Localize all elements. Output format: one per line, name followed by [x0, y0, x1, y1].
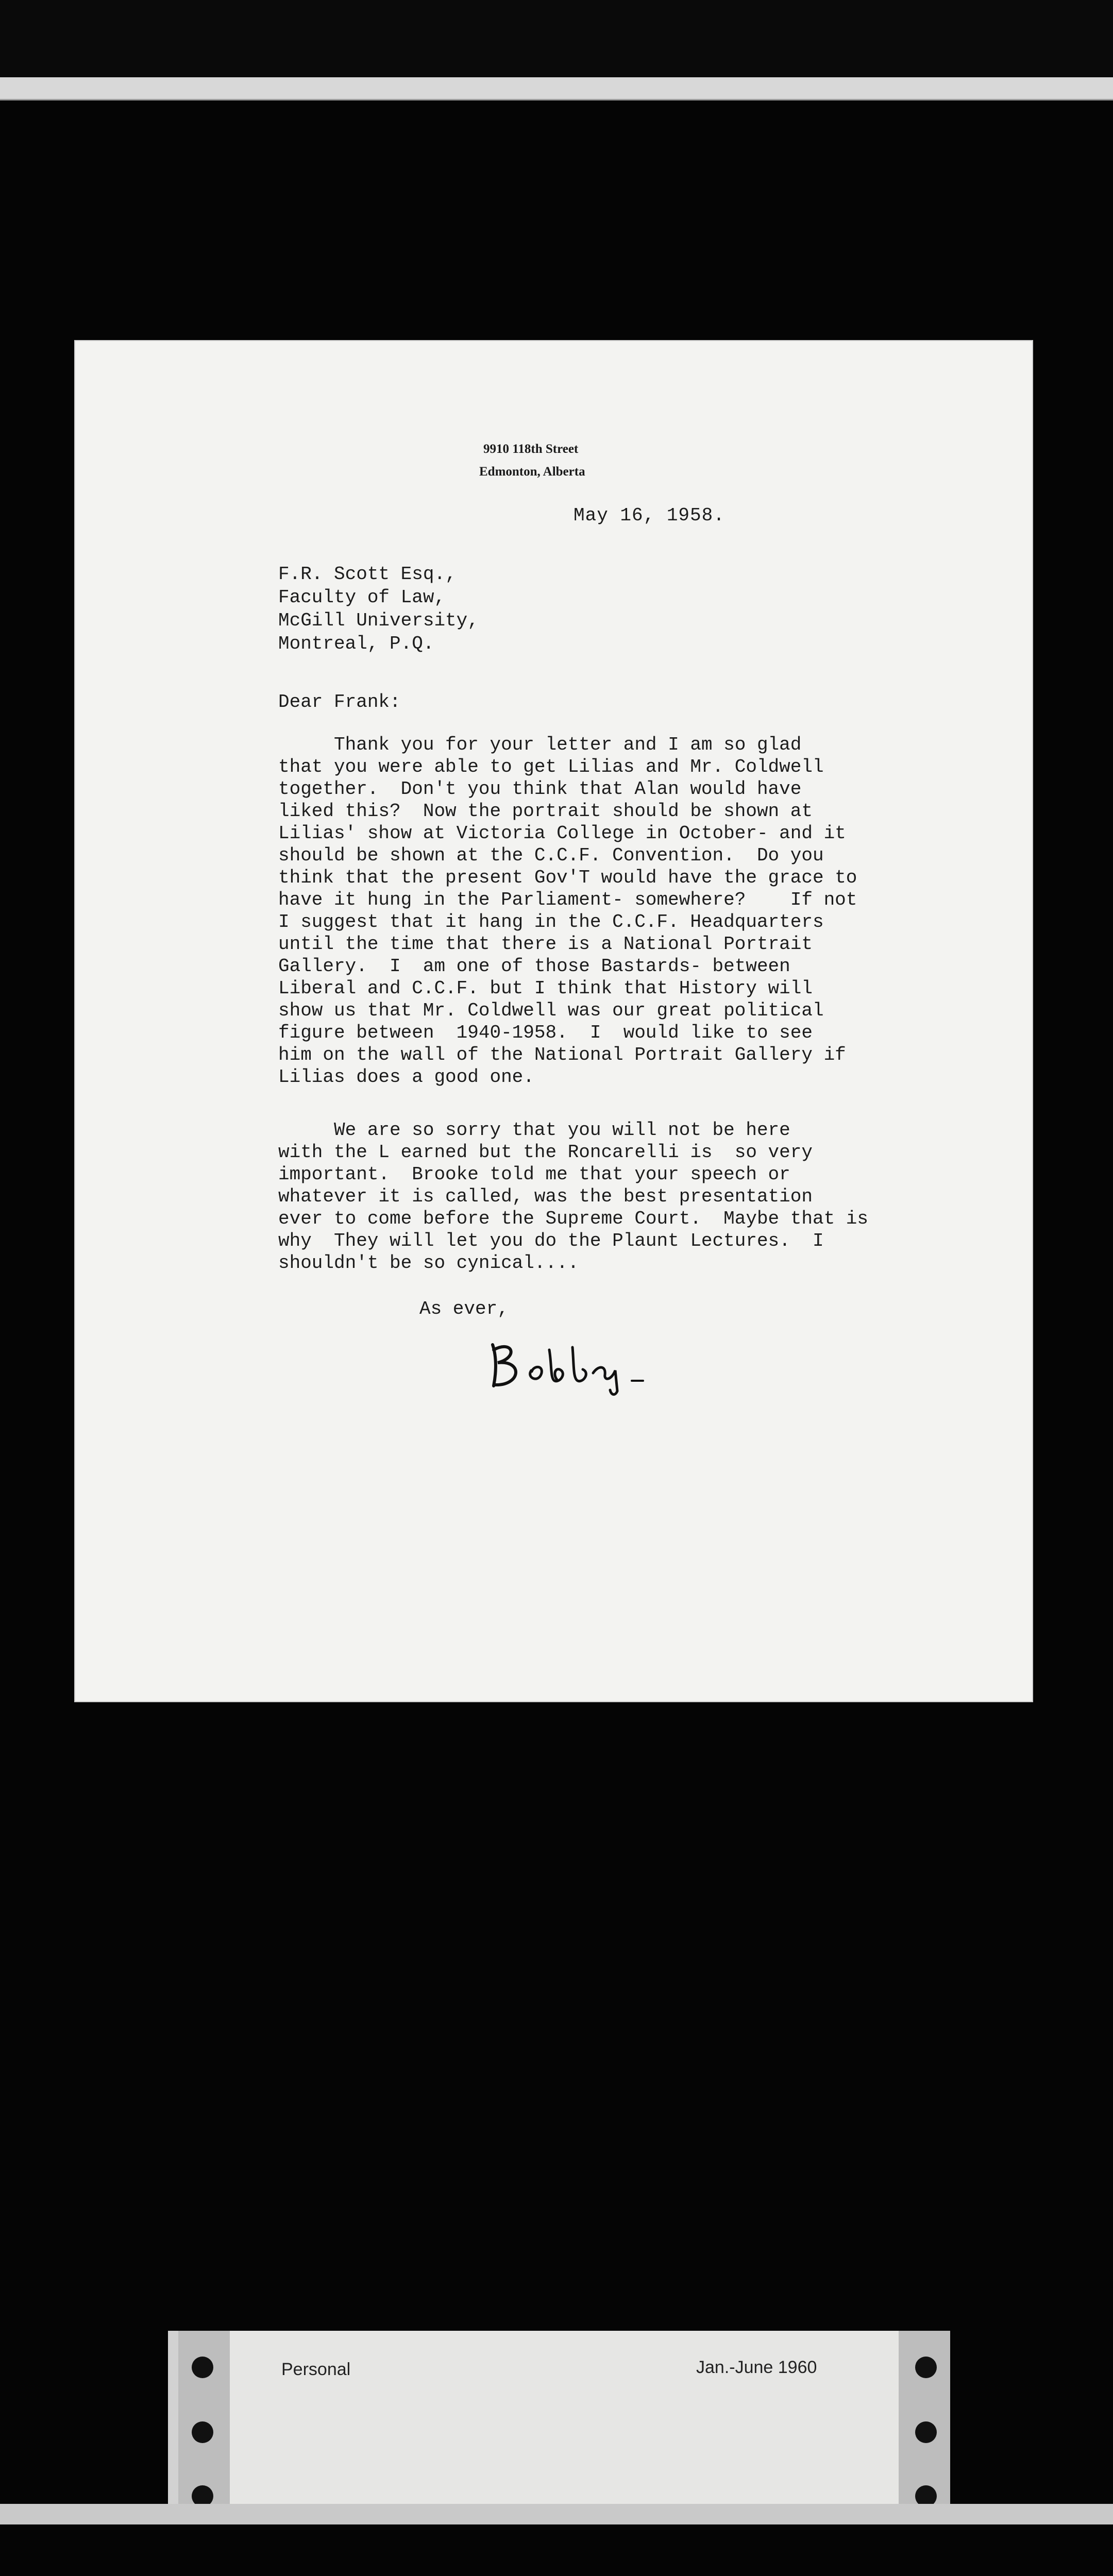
body-line: think that the present Gov'T would have the grace to — [278, 867, 857, 888]
address-line: McGill University, — [278, 610, 479, 631]
body-line: important. Brooke told me that your speech or — [278, 1164, 790, 1185]
file-period: Jan.-June 1960 — [696, 2358, 817, 2377]
body-line: with the L earned but the Roncarelli is so very — [278, 1142, 813, 1163]
letterhead-city: Edmonton, Alberta — [479, 465, 585, 479]
body-line: shouldn't be so cynical.... — [278, 1252, 579, 1274]
body-line: that you were able to get Lilias and Mr. Coldwell — [278, 756, 824, 777]
body-paragraph-1 — [278, 734, 857, 1088]
file-label-tab — [168, 2331, 950, 2521]
file-label — [230, 2331, 899, 2521]
previous-page-edge — [0, 77, 1113, 100]
salutation: Dear Frank: — [278, 691, 401, 713]
body-line: have it hung in the Parliament- somewhere? If not — [278, 889, 857, 910]
body-line: should be shown at the C.C.F. Convention. Do you — [278, 845, 824, 866]
body-line: ever to come before the Supreme Court. Maybe that is — [278, 1208, 868, 1229]
punch-hole — [192, 2421, 213, 2443]
body-paragraph-2 — [278, 1119, 868, 1274]
body-line: Gallery. I am one of those Bastards- between — [278, 956, 790, 977]
punch-hole — [915, 2357, 937, 2378]
file-category: Personal — [281, 2360, 351, 2379]
bottom-film-edge — [0, 2504, 1113, 2524]
recipient-address — [278, 563, 479, 655]
signature — [482, 1329, 652, 1396]
body-line: show us that Mr. Coldwell was our great political — [278, 1000, 824, 1021]
body-line: him on the wall of the National Portrait Gallery if — [278, 1044, 846, 1065]
left-punch-holes — [178, 2331, 230, 2521]
letterhead — [479, 438, 696, 483]
body-line: Thank you for your letter and I am so glad — [278, 734, 802, 755]
address-line: Faculty of Law, — [278, 587, 446, 608]
body-line: I suggest that it hang in the C.C.F. Headquarters — [278, 911, 824, 933]
body-line: why They will let you do the Plaunt Lectures. I — [278, 1230, 824, 1251]
letter-page — [75, 341, 1032, 1701]
top-film-strip — [0, 0, 1113, 93]
body-line: until the time that there is a National Portrait — [278, 934, 813, 955]
address-line: F.R. Scott Esq., — [278, 564, 457, 585]
body-line: Liberal and C.C.F. but I think that History will — [278, 978, 813, 999]
body-line: figure between 1940-1958. I would like to see — [278, 1022, 813, 1043]
letterhead-street: 9910 118th Street — [483, 442, 579, 456]
body-line: We are so sorry that you will not be here — [278, 1120, 790, 1141]
body-line: Lilias' show at Victoria College in October- and it — [278, 823, 846, 844]
punch-hole — [192, 2357, 213, 2378]
right-punch-holes — [899, 2331, 950, 2521]
address-line: Montreal, P.Q. — [278, 633, 434, 654]
body-line: whatever it is called, was the best presentation — [278, 1186, 813, 1207]
signature-scribble — [482, 1329, 652, 1396]
body-line: liked this? Now the portrait should be shown at — [278, 801, 813, 822]
body-line: together. Don't you think that Alan would have — [278, 778, 802, 800]
body-line: Lilias does a good one. — [278, 1066, 534, 1088]
punch-hole — [915, 2421, 937, 2443]
letter-date: May 16, 1958. — [574, 505, 725, 526]
closing: As ever, — [419, 1298, 509, 1319]
